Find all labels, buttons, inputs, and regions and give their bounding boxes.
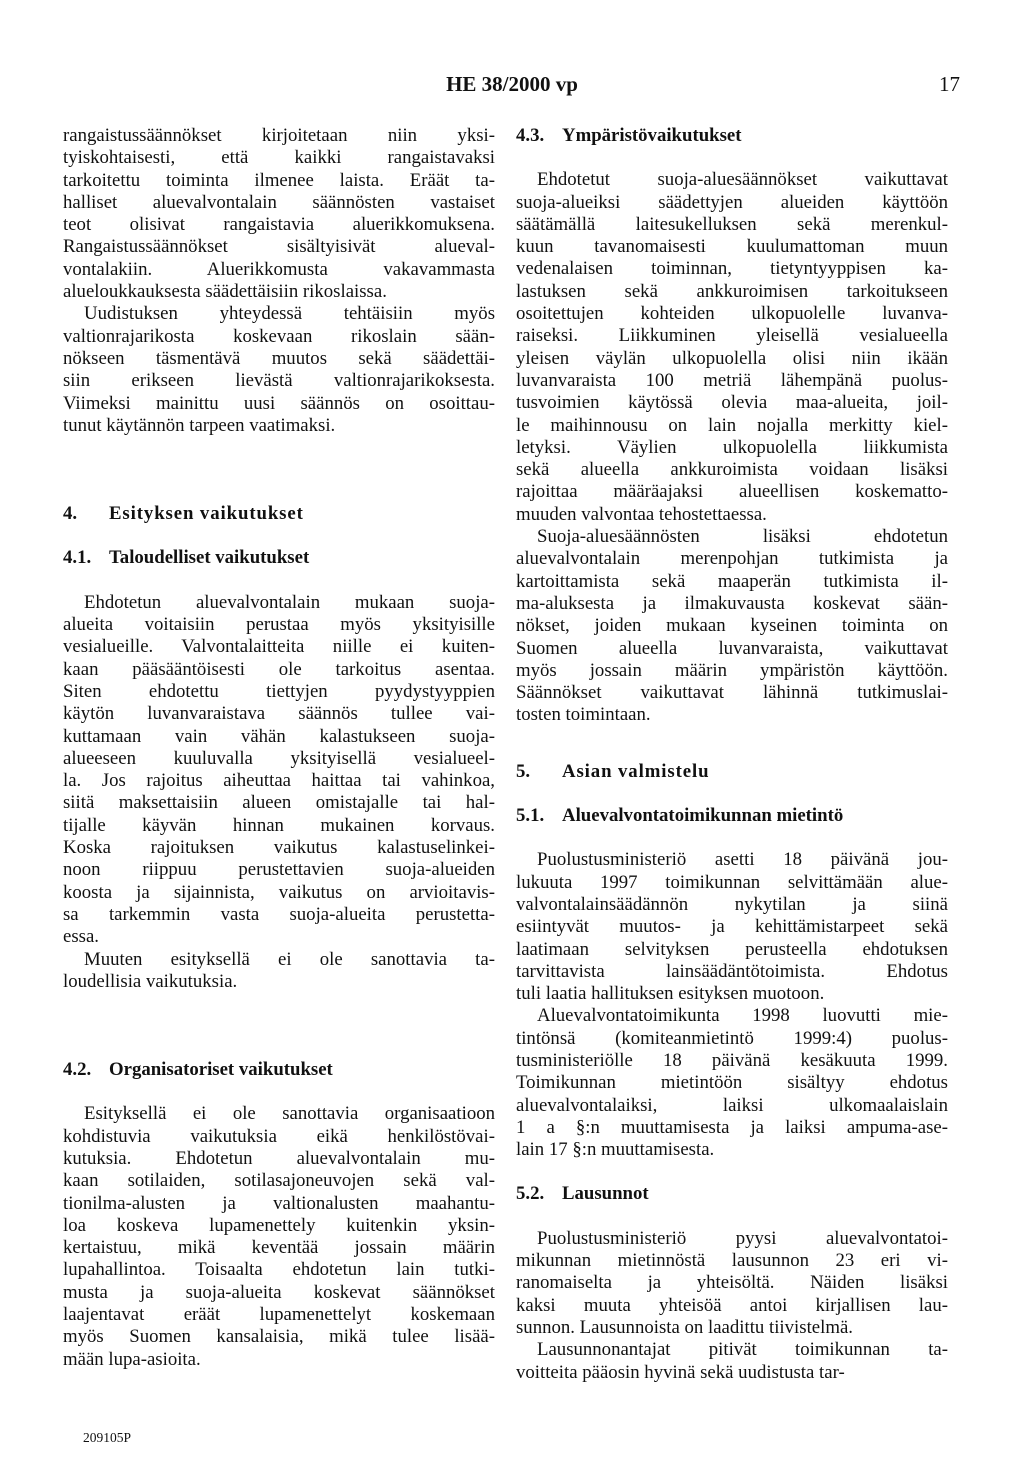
text-line: Rangaistussäännökset sisältyisivät alueval-	[63, 236, 495, 258]
text-line: lupahallintoa. Toisaalta ehdotetun lain tutki-	[63, 1259, 495, 1281]
right-column	[516, 125, 948, 1384]
text-line: tuli laatia hallituksen esityksen muotoon.	[516, 983, 825, 1005]
text-line: sa tarkemmin vasta suoja-alueita perustetta-	[63, 903, 495, 925]
text-line: alueeseen kuuluvalla yksityisellä vesialueel-	[63, 747, 495, 769]
text-line: luvanvaraista 100 metriä lähempänä puolus-	[516, 369, 948, 391]
text-line: koosta ja sijainnista, vaikutus on arvioitavis-	[63, 881, 495, 903]
text-line: laajentavat eräät lupamenettelyt koskemaan	[63, 1304, 495, 1326]
text-line: Viimeksi mainittu uusi säännös on osoittau-	[63, 392, 495, 414]
section-title: Asian valmistelu	[562, 760, 710, 782]
text-line: valtionrajarikosta koskevaan rikoslain sään-	[63, 325, 495, 347]
text-line: essa.	[63, 926, 99, 948]
text-line: lain 17 §:n muuttamisesta.	[516, 1139, 715, 1161]
text-line: musta ja suoja-alueita koskevat säännökset	[63, 1281, 495, 1303]
text-line: Koska rajoituksen vaikutus kalastuselinkei-	[63, 837, 495, 859]
text-line: Suomen alueella luvanvaraista, vaikuttavat	[516, 637, 948, 659]
section-heading-4-1	[63, 547, 495, 569]
section-heading-5-1	[516, 805, 948, 827]
text-line: kuun tavanomaisesti kuulumattoman muun	[516, 236, 948, 258]
text-line: Siten ehdotettu tiettyjen pyydystyyppien	[63, 680, 495, 702]
text-line: Ehdotetut suoja-aluesäännökset vaikuttavat	[537, 169, 948, 191]
section-title: Lausunnot	[562, 1183, 649, 1205]
text-line: la. Jos rajoitus aiheuttaa haittaa tai vahinkoa,	[63, 770, 495, 792]
paragraph	[63, 303, 495, 437]
text-line: tintönsä (komiteanmietintö 1999:4) puolus-	[516, 1027, 948, 1049]
text-line: mään lupa-asioita.	[63, 1348, 201, 1370]
paragraph	[516, 1339, 948, 1384]
text-line: Muuten esityksellä ei ole sanottavia ta-	[84, 948, 495, 970]
section-number: 5.	[516, 760, 531, 782]
section-heading-4-2	[63, 1059, 495, 1081]
paragraph	[63, 592, 495, 949]
text-line: nökseen täsmentävä muutos sekä säädettäi-	[63, 347, 495, 369]
section-title: Esityksen vaikutukset	[109, 503, 304, 525]
text-line: ma-aluksesta ja ilmakuvausta koskevat sään-	[516, 592, 948, 614]
text-line: aluevalvontalain merenpohjan tutkimista ja	[516, 548, 948, 570]
section-title: Ympäristövaikutukset	[562, 125, 742, 146]
text-line: kutuksia. Ehdotetun aluevalvontalain mu-	[63, 1147, 495, 1169]
text-line: siin erikseen lievästä valtionrajarikoksesta.	[63, 370, 495, 392]
text-line: tionilma-alusten ja valtionalusten maahantu-	[63, 1192, 495, 1214]
text-line: tunut käytännön tarpeen vaatimaksi.	[63, 414, 336, 436]
text-line: suoja-alueiksi säädettyjen alueiden käyttöön	[516, 191, 948, 213]
text-line: aluevalvontalaiksi, laiksi ulkomaalaislain	[516, 1094, 948, 1116]
text-line: sunnon. Lausunnoista on laadittu tiivistelmä.	[516, 1316, 853, 1338]
paragraph	[63, 949, 495, 994]
text-line: laatimaan selvityksen perusteella ehdotuksen	[516, 938, 948, 960]
text-line: Uudistuksen yhteydessä tehtäisiin myös	[84, 303, 495, 325]
text-line: kaan sotilaiden, sotilasajoneuvojen sekä val-	[63, 1170, 495, 1192]
paragraph	[516, 169, 948, 526]
text-line: alueloukkauksesta säädettäisiin rikoslaissa.	[63, 281, 387, 303]
text-line: Säännökset vaikuttavat lähinnä tutkimuslai-	[516, 682, 948, 704]
text-line: vedenalaisen toiminnan, tietyntyyppisen ka-	[516, 258, 948, 280]
text-line: halliset aluevalvontalain säännösten vastaiset	[63, 191, 495, 213]
text-line: kaksi muuta yhteisöä antoi kirjallisen lau-	[516, 1294, 948, 1316]
text-line: myös Suomen kansalaisia, mikä tulee lisää-	[63, 1326, 495, 1348]
section-number: 5.1.	[516, 805, 545, 827]
text-line: noon riippuu perustettavien suoja-alueiden	[63, 859, 495, 881]
text-line: raiseksi. Liikkuminen yleisellä vesialueella	[516, 325, 948, 347]
left-column	[63, 125, 495, 1371]
text-line: kuttamaan vain vähän kalastukseen suoja-	[63, 725, 495, 747]
text-line: kartoittamista sekä maaperän tutkimista il-	[516, 570, 948, 592]
text-line: Esityksellä ei ole sanottavia organisaatioon	[84, 1103, 495, 1125]
text-line: Toimikunnan mietintöön sisältyy ehdotus	[516, 1072, 948, 1094]
text-line: kaan pääsääntöisesti ole tarkoitus asentaa.	[63, 658, 495, 680]
text-line: nökset, joiden mukaan kyseinen toiminta on	[516, 615, 948, 637]
text-line: sekä alueella ankkuroimista voidaan lisäksi	[516, 459, 948, 481]
text-line: siitä maksettaisiin alueen omistajalle tai hal-	[63, 792, 495, 814]
section-heading-5-2	[516, 1183, 948, 1205]
text-line: Lausunnonantajat pitivät toimikunnan ta-	[537, 1339, 948, 1361]
section-number: 4.1.	[63, 547, 92, 569]
text-line: 1 a §:n muuttamisesta ja laiksi ampuma-ase-	[516, 1116, 948, 1138]
text-line: ranomaiselta ja yhteisöltä. Näiden lisäksi	[516, 1272, 948, 1294]
text-line: tarkoitettu toiminta ilmenee laista. Eräät ta-	[63, 169, 495, 191]
text-line: rajoittaa määräajaksi alueellisen koskematto-	[516, 481, 948, 503]
text-line: mikunnan mietinnöstä lausunnon 23 eri vi-	[516, 1250, 948, 1272]
text-line: tyiskohtaisesti, että kaikki rangaistavaksi	[63, 147, 495, 169]
text-line: säätämällä laitesukelluksen sekä merenkul-	[516, 213, 948, 235]
text-line: käytön luvanvaraistava säännös tullee vai-	[63, 703, 495, 725]
text-line: tijalle käyvän hinnan mukainen korvaus.	[63, 814, 495, 836]
paragraph	[516, 526, 948, 727]
text-line: kertaistuu, mikä keventää jossain määrin	[63, 1237, 495, 1259]
text-line: loa koskeva lupamenettely kuitenkin yksin-	[63, 1214, 495, 1236]
text-line: yleisen väylän ulkopuolella olisi niin ikään	[516, 347, 948, 369]
text-line: vesialueille. Valvontalaitteita niille ei kuiten-	[63, 636, 495, 658]
section-heading-5	[516, 761, 948, 783]
text-line: rangaistussäännökset kirjoitetaan niin yksi-	[63, 125, 495, 146]
text-line: lastuksen sekä ankkuroimisen tarkoitukseen	[516, 280, 948, 302]
section-title: Aluevalvontatoimikunnan mietintö	[562, 805, 844, 827]
text-line: tosten toimintaan.	[516, 704, 651, 726]
text-line: Aluevalvontatoimikunta 1998 luovutti mie-	[537, 1005, 948, 1027]
section-number: 5.2.	[516, 1183, 545, 1205]
text-line: osoitettujen kohteiden ulkopuolelle luvanva-	[516, 303, 948, 325]
text-line: le maihinnousu on lain nojalla merkitty kiel-	[516, 414, 948, 436]
text-line: Ehdotetun aluevalvontalain mukaan suoja-	[84, 591, 495, 613]
text-line: myös jossain määrin ympäristön käyttöön.	[516, 659, 948, 681]
section-heading-4	[63, 503, 495, 525]
text-line: vontalakiin. Aluerikkomusta vakavammasta	[63, 258, 495, 280]
text-line: voitteita pääosin hyvinä sekä uudistusta tar-	[516, 1361, 845, 1383]
text-line: alueita voitaisiin perustaa myös yksityisille	[63, 614, 495, 636]
paragraph	[516, 1228, 948, 1339]
text-line: esiintyvät muutos- ja kehittämistarpeet sekä	[516, 916, 948, 938]
text-line: kohdistuvia vaikutuksia eikä henkilöstövai-	[63, 1125, 495, 1147]
section-number: 4.	[63, 503, 78, 525]
text-line: loudellisia vaikutuksia.	[63, 970, 238, 992]
text-line: lukuuta 1997 toimikunnan selvittämään alue-	[516, 871, 948, 893]
paragraph	[516, 849, 948, 1005]
text-line: letyksi. Väylien ulkopuolella liikkumista	[516, 436, 948, 458]
text-line: tarvittavista lainsäädäntötoimista. Ehdotus	[516, 960, 948, 982]
text-line: muuden valvontaa tehostettaessa.	[516, 503, 767, 525]
text-line: Puolustusministeriö asetti 18 päivänä jou-	[537, 849, 948, 871]
text-line: valvontalainsäädännön nykytilan ja siinä	[516, 893, 948, 915]
text-line: tusministeriölle 18 päivänä kesäkuuta 1999.	[516, 1049, 948, 1071]
print-code: 209105P	[83, 1430, 132, 1445]
text-line: Puolustusministeriö pyysi aluevalvontatoi-	[537, 1227, 948, 1249]
section-title: Organisatoriset vaikutukset	[109, 1059, 333, 1081]
text-line: teot olisivat rangaistavia aluerikkomuksena.	[63, 214, 495, 236]
page-number: 17	[939, 72, 960, 96]
section-number: 4.3.	[516, 125, 545, 146]
section-number: 4.2.	[63, 1059, 92, 1081]
running-header-title: HE 38/2000 vp	[446, 72, 578, 96]
section-title: Taloudelliset vaikutukset	[109, 547, 310, 569]
paragraph	[63, 1103, 495, 1371]
text-line: Suoja-aluesäännösten lisäksi ehdotetun	[537, 526, 948, 548]
paragraph	[516, 1005, 948, 1161]
paragraph	[63, 125, 495, 303]
text-line: tusvoimien käytössä olevia maa-alueita, joil-	[516, 392, 948, 414]
section-heading-4-3	[516, 125, 948, 147]
